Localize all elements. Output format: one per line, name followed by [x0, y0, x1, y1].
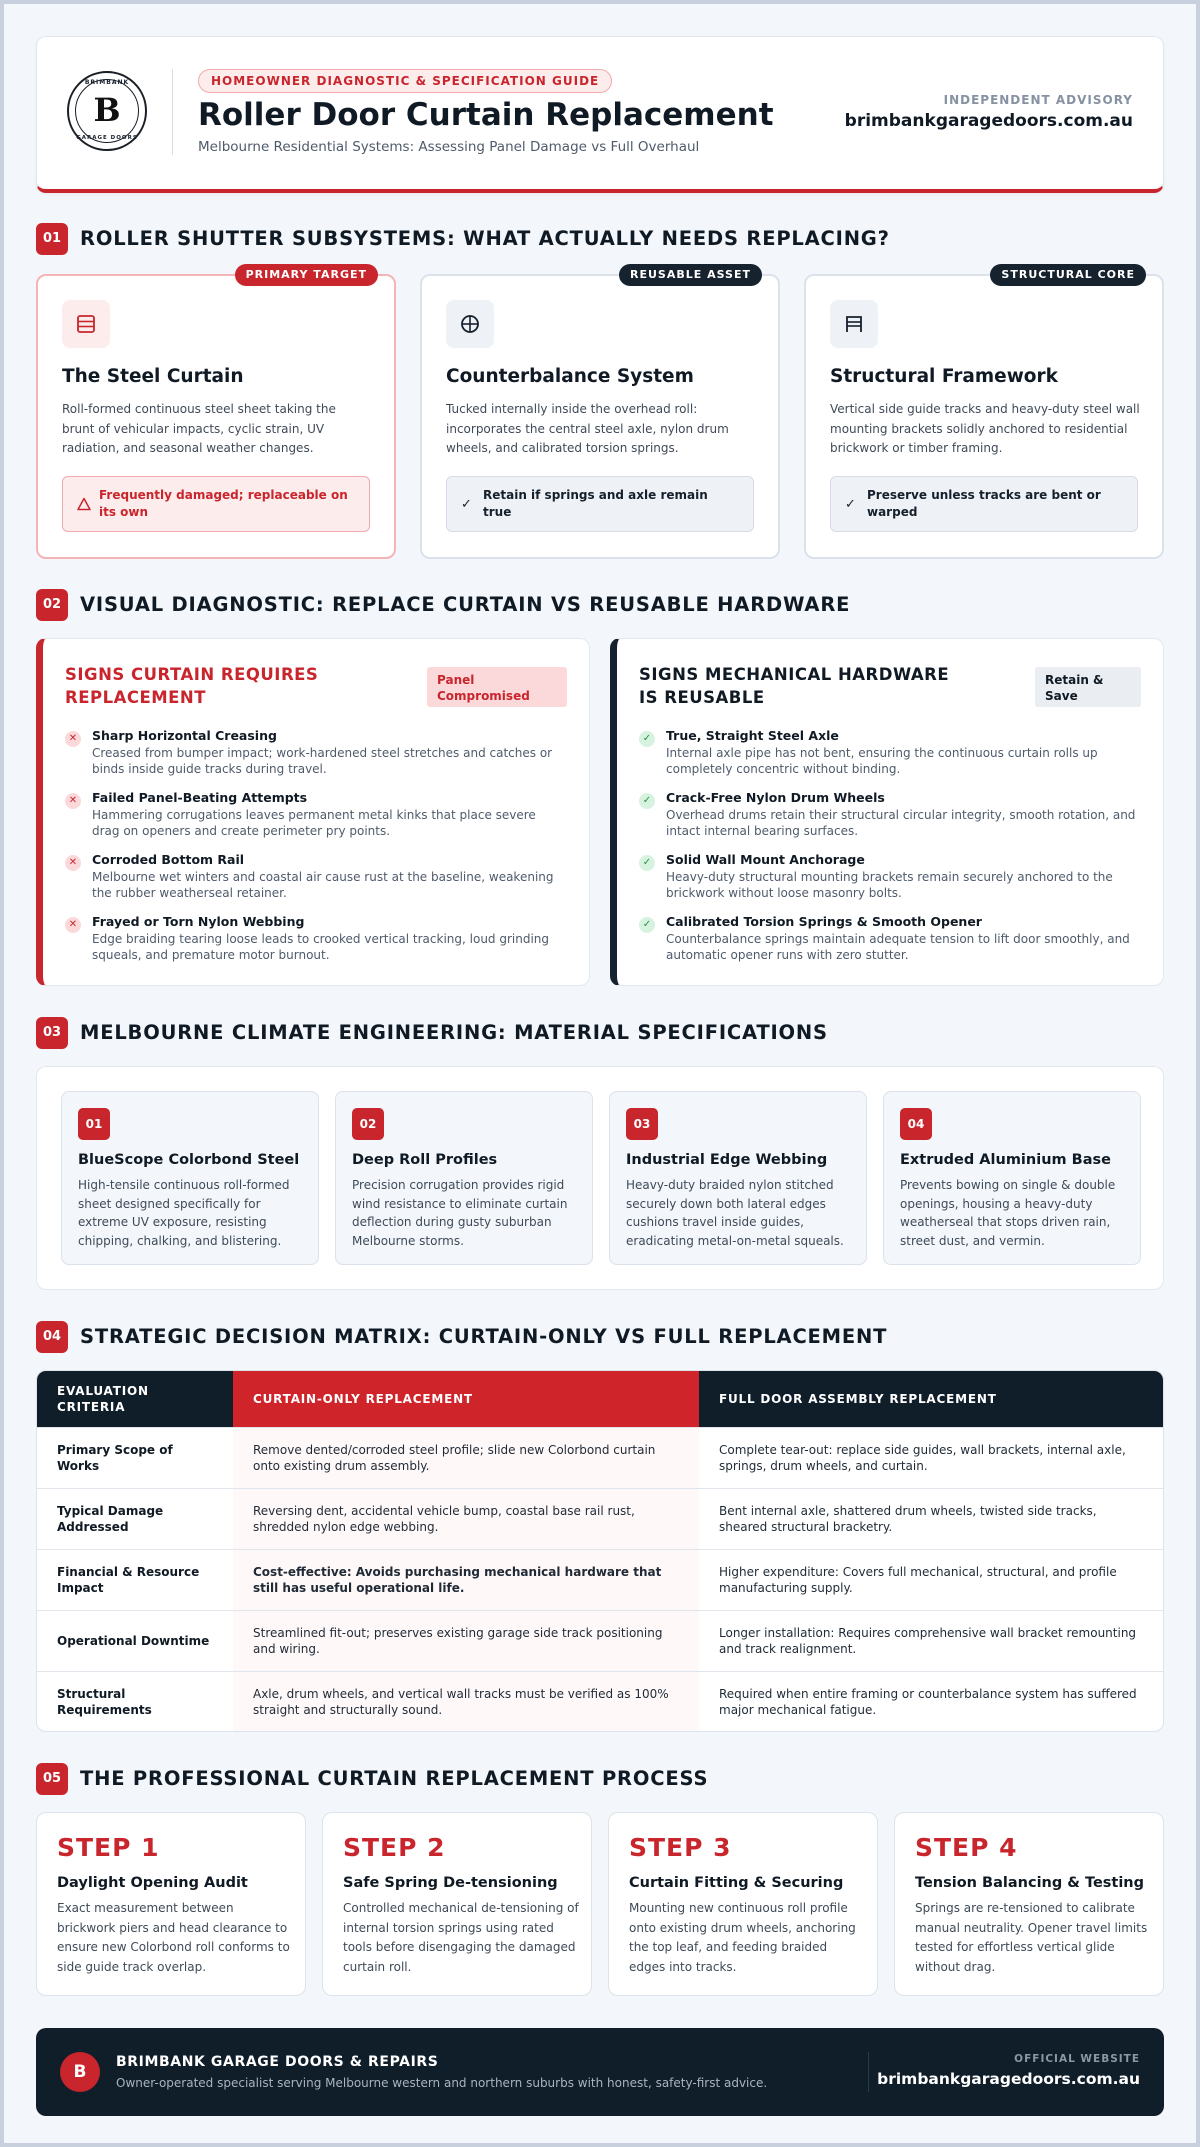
diagnostic-tag: Panel Compromised: [427, 667, 567, 707]
step-description: Exact measurement between brickwork piers and head clearance to ensure new Colorbond roll conforms to side guide track overlap.: [57, 1901, 290, 1974]
logo-arc-bottom: GARAGE DOORS: [76, 135, 138, 141]
item-description: Counterbalance springs maintain adequate tension to lift door smoothly, and automatic opener runs with zero stutter.: [666, 932, 1130, 962]
curtain-icon: [62, 300, 110, 348]
section-title: THE PROFESSIONAL CURTAIN REPLACEMENT PROCESS: [80, 1767, 709, 1790]
table-cell: Structural Requirements: [57, 1687, 152, 1717]
cross-icon: ✕: [65, 731, 81, 747]
item-title: Frayed or Torn Nylon Webbing: [92, 914, 305, 929]
footer-logo: B: [60, 2052, 100, 2092]
step-title: Tension Balancing & Testing: [915, 1875, 1145, 1891]
card-note: [830, 476, 1138, 532]
card-description: Roll-formed continuous steel sheet taking the brunt of vehicular impacts, cyclic strain, UV radiation, and seasonal weather changes.: [62, 402, 336, 455]
section-heading-01: [36, 223, 1164, 255]
header: [36, 36, 1164, 193]
subsystem-card-curtain: [36, 268, 396, 559]
spec-title: Industrial Edge Webbing: [626, 1152, 828, 1168]
spec-number: 01: [78, 1108, 110, 1140]
item-description: Heavy-duty structural mounting brackets remain securely anchored to the brickwork without loose masonry bolts.: [666, 870, 1113, 900]
section-heading-03: [36, 1017, 1164, 1049]
process-step: [36, 1812, 306, 1996]
brand-logo: [67, 71, 147, 151]
card-title: The Steel Curtain: [62, 366, 244, 387]
table-cell: Required when entire framing or counterbalance system has suffered major mechanical fatigue.: [719, 1687, 1137, 1717]
logo-letter: B: [93, 91, 121, 129]
card-title: Counterbalance System: [446, 366, 694, 387]
table-cell: Primary Scope of Works: [57, 1443, 173, 1473]
spec-title: Deep Roll Profiles: [352, 1152, 498, 1168]
step-number: STEP 3: [629, 1833, 732, 1862]
item-description: Overhead drums retain their structural circular integrity, smooth rotation, and intact internal bearing surfaces.: [666, 808, 1136, 838]
spec-title: BlueScope Colorbond Steel: [78, 1152, 300, 1168]
footer: [36, 2028, 1164, 2116]
check-icon: ✓: [845, 496, 856, 512]
table-row: [37, 1671, 1164, 1732]
table-header: [37, 1371, 1164, 1427]
spec-description: Heavy-duty braided nylon stitched securely down both lateral edges cushions travel inside guides, eradicating metal-on-metal squeals.: [626, 1178, 844, 1248]
subsystem-card-framework: [804, 268, 1164, 559]
diagnostic-reuse-panel: [610, 638, 1164, 986]
item-title: Failed Panel-Beating Attempts: [92, 790, 308, 805]
cross-icon: ✕: [65, 855, 81, 871]
section-number: 05: [36, 1763, 68, 1795]
step-number: STEP 2: [343, 1833, 446, 1862]
header-website-link[interactable]: brimbankgaragedoors.com.au: [844, 111, 1133, 131]
item-title: True, Straight Steel Axle: [666, 728, 839, 743]
footer-website-label: OFFICIAL WEBSITE: [1014, 2053, 1140, 2065]
warning-icon: [77, 477, 91, 531]
table-cell: Longer installation: Requires comprehensive wall bracket remounting and track realignment.: [719, 1626, 1137, 1656]
check-icon: ✓: [461, 496, 472, 512]
section-number: 03: [36, 1017, 68, 1049]
guide-pill: HOMEOWNER DIAGNOSTIC & SPECIFICATION GUIDE: [198, 69, 612, 93]
step-title: Daylight Opening Audit: [57, 1875, 248, 1891]
material-specs-panel: [36, 1066, 1164, 1290]
card-description: Vertical side guide tracks and heavy-duty steel wall mounting brackets solidly anchored to residential brickwork or timber framing.: [830, 402, 1140, 455]
table-cell: Reversing dent, accidental vehicle bump, coastal base rail rust, shredded nylon edge webbing.: [233, 1489, 699, 1549]
card-title: Structural Framework: [830, 366, 1058, 387]
frame-icon: [830, 300, 878, 348]
column-header: FULL DOOR ASSEMBLY REPLACEMENT: [699, 1371, 1164, 1427]
spec-card: [883, 1091, 1141, 1265]
table-cell: Bent internal axle, shattered drum wheels, twisted side tracks, sheared structural bracketry.: [719, 1504, 1097, 1534]
step-description: Mounting new continuous roll profile onto existing drum wheels, anchoring the top leaf, and feeding braided edges into tracks.: [629, 1901, 856, 1974]
item-title: Solid Wall Mount Anchorage: [666, 852, 865, 867]
card-badge: REUSABLE ASSET: [619, 264, 762, 286]
item-description: Edge braiding tearing loose leads to crooked vertical tracking, loud grinding squeals, and premature motor burnout.: [92, 932, 550, 962]
card-note: [446, 476, 754, 532]
process-step: [322, 1812, 592, 1996]
section-title: VISUAL DIAGNOSTIC: REPLACE CURTAIN VS REUSABLE HARDWARE: [80, 593, 851, 616]
item-description: Internal axle pipe has not bent, ensuring the continuous curtain rolls up completely concentric without binding.: [666, 746, 1098, 776]
column-header: CURTAIN-ONLY REPLACEMENT: [233, 1371, 699, 1427]
card-badge: PRIMARY TARGET: [235, 264, 378, 286]
footer-website-link[interactable]: brimbankgaragedoors.com.au: [877, 2070, 1140, 2088]
subsystem-card-counterbalance: [420, 268, 780, 559]
step-description: Controlled mechanical de-tensioning of internal torsion springs using rated tools before disengaging the damaged curtain roll.: [343, 1901, 579, 1974]
cross-icon: ✕: [65, 917, 81, 933]
section-heading-04: [36, 1321, 1164, 1353]
table-cell: Financial & Resource Impact: [57, 1565, 200, 1595]
diagnostic-replace-panel: [36, 638, 590, 986]
section-number: 01: [36, 223, 68, 255]
footer-divider: [868, 2052, 869, 2092]
footer-company-name: BRIMBANK GARAGE DOORS & REPAIRS: [116, 2054, 439, 2070]
step-title: Curtain Fitting & Securing: [629, 1875, 844, 1891]
spec-description: Precision corrugation provides rigid wind resistance to eliminate curtain deflection during gusty suburban Melbourne storms.: [352, 1178, 568, 1248]
diagnostic-tag: Retain & Save: [1035, 667, 1141, 707]
item-description: Melbourne wet winters and coastal air cause rust at the baseline, weakening the rubber weatherseal retainer.: [92, 870, 554, 900]
card-note-text: Preserve unless tracks are bent or warped: [867, 488, 1101, 519]
decision-matrix-table: [36, 1370, 1164, 1732]
table-cell: Streamlined fit-out; preserves existing garage side track positioning and wiring.: [233, 1611, 699, 1671]
item-description: Hammering corrugations leaves permanent metal kinks that place severe drag on openers and create perimeter pry points.: [92, 808, 536, 838]
table-cell: Axle, drum wheels, and vertical wall tracks must be verified as 100% straight and structurally sound.: [233, 1672, 699, 1732]
card-note-text: Retain if springs and axle remain true: [483, 488, 708, 519]
diagnostic-title: SIGNS CURTAIN REQUIRES REPLACEMENT: [65, 665, 319, 707]
item-description: Creased from bumper impact; work-hardened steel stretches and catches or binds inside guide tracks during travel.: [92, 746, 553, 776]
card-badge: STRUCTURAL CORE: [990, 264, 1146, 286]
check-icon: ✓: [639, 793, 655, 809]
section-heading-05: [36, 1763, 1164, 1795]
check-icon: ✓: [639, 731, 655, 747]
section-title: STRATEGIC DECISION MATRIX: CURTAIN-ONLY VS FULL REPLACEMENT: [80, 1325, 888, 1348]
logo-arc-top: BRIMBANK: [84, 79, 130, 86]
table-row: [37, 1610, 1164, 1671]
item-title: Sharp Horizontal Creasing: [92, 728, 277, 743]
table-row: [37, 1549, 1164, 1610]
spec-number: 04: [900, 1108, 932, 1140]
spec-description: High-tensile continuous roll-formed sheet designed specifically for extreme UV exposure, resisting chipping, chalking, and blistering.: [78, 1178, 290, 1248]
spec-number: 02: [352, 1108, 384, 1140]
table-cell: Operational Downtime: [57, 1634, 210, 1648]
check-icon: ✓: [639, 855, 655, 871]
item-title: Calibrated Torsion Springs & Smooth Opener: [666, 914, 982, 929]
item-title: Crack-Free Nylon Drum Wheels: [666, 790, 885, 805]
section-title: ROLLER SHUTTER SUBSYSTEMS: WHAT ACTUALLY NEEDS REPLACING?: [80, 227, 890, 250]
card-note-text: Frequently damaged; replaceable on its own: [99, 488, 348, 519]
step-title: Safe Spring De-tensioning: [343, 1875, 558, 1891]
spec-title: Extruded Aluminium Base: [900, 1152, 1111, 1168]
table-row: [37, 1427, 1164, 1488]
card-note: [62, 476, 370, 532]
header-divider: [172, 69, 173, 155]
table-cell: Typical Damage Addressed: [57, 1504, 164, 1534]
table-cell: Complete tear-out: replace side guides, wall brackets, internal axle, springs, drum wheels, and curtain.: [719, 1443, 1126, 1473]
page-subtitle: Melbourne Residential Systems: Assessing Panel Damage vs Full Overhaul: [198, 139, 700, 155]
card-description: Tucked internally inside the overhead roll: incorporates the central steel axle, nylon drum wheels, and calibrated torsion springs.: [446, 402, 729, 455]
step-description: Springs are re-tensioned to calibrate manual neutrality. Opener travel limits tested for effortless vertical glide without drag.: [915, 1901, 1148, 1974]
process-step: [894, 1812, 1164, 1996]
section-heading-02: [36, 589, 1164, 621]
spec-description: Prevents bowing on single & double openings, housing a heavy-duty weatherseal that stops driven rain, street dust, and vermin.: [900, 1178, 1116, 1248]
step-number: STEP 1: [57, 1833, 160, 1862]
table-cell: Cost-effective: Avoids purchasing mechanical hardware that still has useful operational life.: [233, 1550, 699, 1610]
spec-card: [61, 1091, 319, 1265]
section-number: 02: [36, 589, 68, 621]
table-row: [37, 1488, 1164, 1549]
spec-card: [335, 1091, 593, 1265]
process-step: [608, 1812, 878, 1996]
advisory-label: INDEPENDENT ADVISORY: [943, 93, 1133, 107]
spec-card: [609, 1091, 867, 1265]
column-header: EVALUATION CRITERIA: [37, 1371, 233, 1427]
table-cell: Remove dented/corroded steel profile; slide new Colorbond curtain onto existing drum assembly.: [233, 1428, 699, 1488]
axle-icon: [446, 300, 494, 348]
check-icon: ✓: [639, 917, 655, 933]
diagnostic-title: SIGNS MECHANICAL HARDWARE IS REUSABLE: [639, 665, 950, 707]
step-number: STEP 4: [915, 1833, 1018, 1862]
page: [4, 4, 1196, 2143]
footer-tagline: Owner-operated specialist serving Melbourne western and northern suburbs with honest, safety-first advice.: [116, 2076, 768, 2090]
item-title: Corroded Bottom Rail: [92, 852, 245, 867]
spec-number: 03: [626, 1108, 658, 1140]
page-title: Roller Door Curtain Replacement: [198, 97, 774, 133]
table-cell: Higher expenditure: Covers full mechanical, structural, and profile manufacturing supply.: [719, 1565, 1117, 1595]
cross-icon: ✕: [65, 793, 81, 809]
section-number: 04: [36, 1321, 68, 1353]
section-title: MELBOURNE CLIMATE ENGINEERING: MATERIAL SPECIFICATIONS: [80, 1021, 828, 1044]
